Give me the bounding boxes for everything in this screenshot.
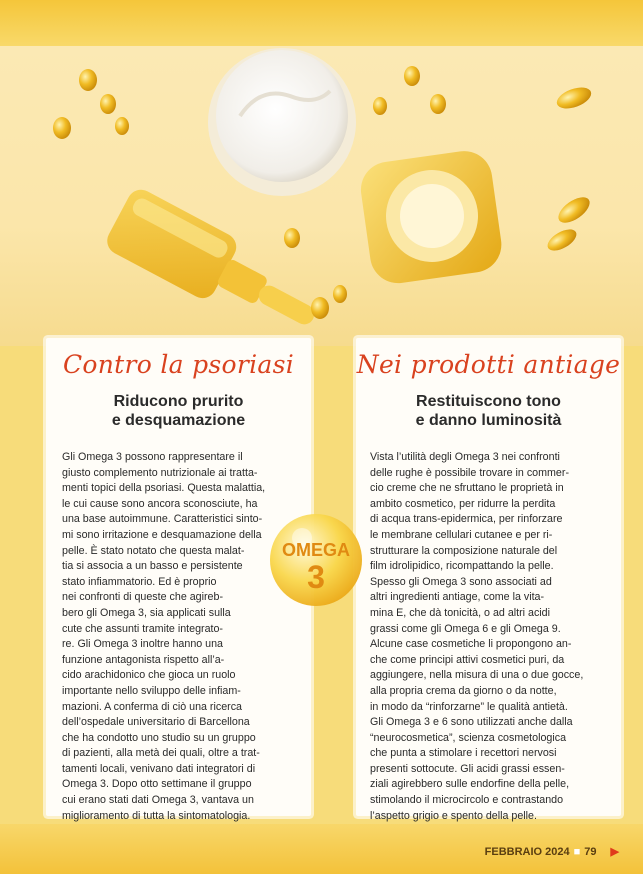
body-line: l’aspetto grigio e spento della pelle. xyxy=(370,809,537,822)
body-line: le membrane cellulari cutanee e per ri- xyxy=(370,528,553,541)
body-line: in modo da “rinforzarne” le qualità antietà. xyxy=(370,700,568,713)
body-line: cute che assunti tramite integrato- xyxy=(62,622,223,635)
body-line: tamenti locali, venivano dati integratori di xyxy=(62,762,256,775)
body-line: giusto complemento nutrizionale ai tratta- xyxy=(62,466,258,479)
body-line: re. Gli Omega 3 inoltre hanno una xyxy=(62,638,224,651)
body-line: funzione antagonista rispetto all’a- xyxy=(62,653,225,666)
body-line: grassi come gli Omega 6 e gli Omega 9. xyxy=(370,622,561,635)
psoriasis-heading: Contro la psoriasi xyxy=(62,350,295,379)
antiage-subtitle xyxy=(356,392,621,430)
body-line: importante nello sviluppo delle infiam- xyxy=(62,684,241,697)
body-line: alla propria crema da giorno o da notte, xyxy=(370,684,557,697)
body-line: dell’ospedale universitario di Barcellona xyxy=(62,716,250,729)
antiage-panel xyxy=(356,338,621,822)
body-line: stimolando il microcircolo e contrastando xyxy=(370,794,564,807)
body-line: una base autoimmune. Caratteristici sinto- xyxy=(62,513,263,526)
body-line: di acqua trans-epidermica, per rinforzare xyxy=(370,513,563,526)
body-line: pelle. È stato notato che questa malat- xyxy=(62,544,245,557)
body-line: bero gli Omega 3, sia applicati sulla xyxy=(62,606,231,619)
antiage-body xyxy=(370,450,612,824)
body-line: film idrolipidico, ricompattando la pelle. xyxy=(370,560,554,573)
next-arrow-icon: ▶ xyxy=(610,846,619,858)
psoriasis-subtitle xyxy=(46,392,311,430)
page-number: 79 xyxy=(584,846,597,858)
body-line: presenti sottocute. Gli acidi grassi essen- xyxy=(370,762,565,775)
body-line: Vista l’utilità degli Omega 3 nei confronti xyxy=(370,451,560,463)
body-line: mazioni. A conferma di ciò una ricerca xyxy=(62,700,242,713)
body-line: strutturare la composizione naturale del xyxy=(370,544,558,557)
subtitle-line: Riducono prurito xyxy=(113,393,244,410)
body-line: “neurocosmetica”, scienza cosmetologica xyxy=(370,731,567,744)
body-line: che punta a stimolare i recettori nervosi xyxy=(370,747,557,760)
body-line: Omega 3. Dopo otto settimane il gruppo xyxy=(62,778,252,791)
body-line: aggiungere, nella misura di una o due gocce, xyxy=(370,669,584,682)
subtitle-line: Restituiscono tono xyxy=(416,393,561,410)
body-line: Gli Omega 3 e 6 sono utilizzati anche dalla xyxy=(370,716,573,729)
body-line: Spesso gli Omega 3 sono associati ad xyxy=(370,575,552,588)
body-line: Gli Omega 3 possono rappresentare il xyxy=(62,451,243,463)
top-decorative-band xyxy=(0,0,643,46)
omega-3-badge xyxy=(268,512,364,608)
body-line: Alcune case cosmetiche li propongono an- xyxy=(370,638,572,651)
body-line: che ha condotto uno studio su un gruppo xyxy=(62,731,256,744)
body-line: di pazienti, alla metà dei quali, oltre a trat- xyxy=(62,747,260,760)
issue-date: FEBBRAIO 2024 xyxy=(484,846,570,858)
body-line: altri ingredienti antiage, come la vita- xyxy=(370,591,545,604)
body-line: che come principi attivi cosmetici puri, da xyxy=(370,653,565,666)
body-line: le cui cause sono ancora sconosciute, ha xyxy=(62,497,258,510)
body-line: stato infiammatorio. Ed è proprio xyxy=(62,575,217,588)
subtitle-line: e desquamazione xyxy=(111,412,246,429)
psoriasis-body xyxy=(62,450,302,824)
cosmetics-photo xyxy=(0,46,643,346)
folio-separator: ■ xyxy=(573,846,581,858)
badge-number: 3 xyxy=(307,559,325,595)
body-line: ambito cosmetico, per ridurre la perdita xyxy=(370,497,556,510)
body-line: menti topici della psoriasi. Questa malattia, xyxy=(62,482,266,495)
body-line: tia si associa a un basso e persistente xyxy=(62,560,243,573)
antiage-heading: Nei prodotti antiage xyxy=(356,350,621,379)
badge-word: OMEGA xyxy=(281,540,351,560)
body-line: cido arachidonico che gioca un ruolo xyxy=(62,669,236,682)
page-folio xyxy=(485,845,619,858)
body-line: cio creme che ne sfruttano le proprietà in xyxy=(370,482,564,495)
body-line: nei confronti di queste che agireb- xyxy=(62,591,224,604)
body-line: cui erano stati dati Omega 3, vantava un xyxy=(62,794,254,807)
subtitle-line: e danno luminosità xyxy=(415,412,562,429)
body-line: miglioramento di tutta la sintomatologia. xyxy=(62,809,251,822)
body-line: ziali agirebbero sulle endorfine della pelle, xyxy=(370,778,570,791)
body-line: mi sono irritazione e desquamazione della xyxy=(62,528,262,541)
body-line: delle rughe è possibile trovare in commer- xyxy=(370,466,569,479)
body-line: mina E, che dà tonicità, o ad altri acidi xyxy=(370,606,551,619)
